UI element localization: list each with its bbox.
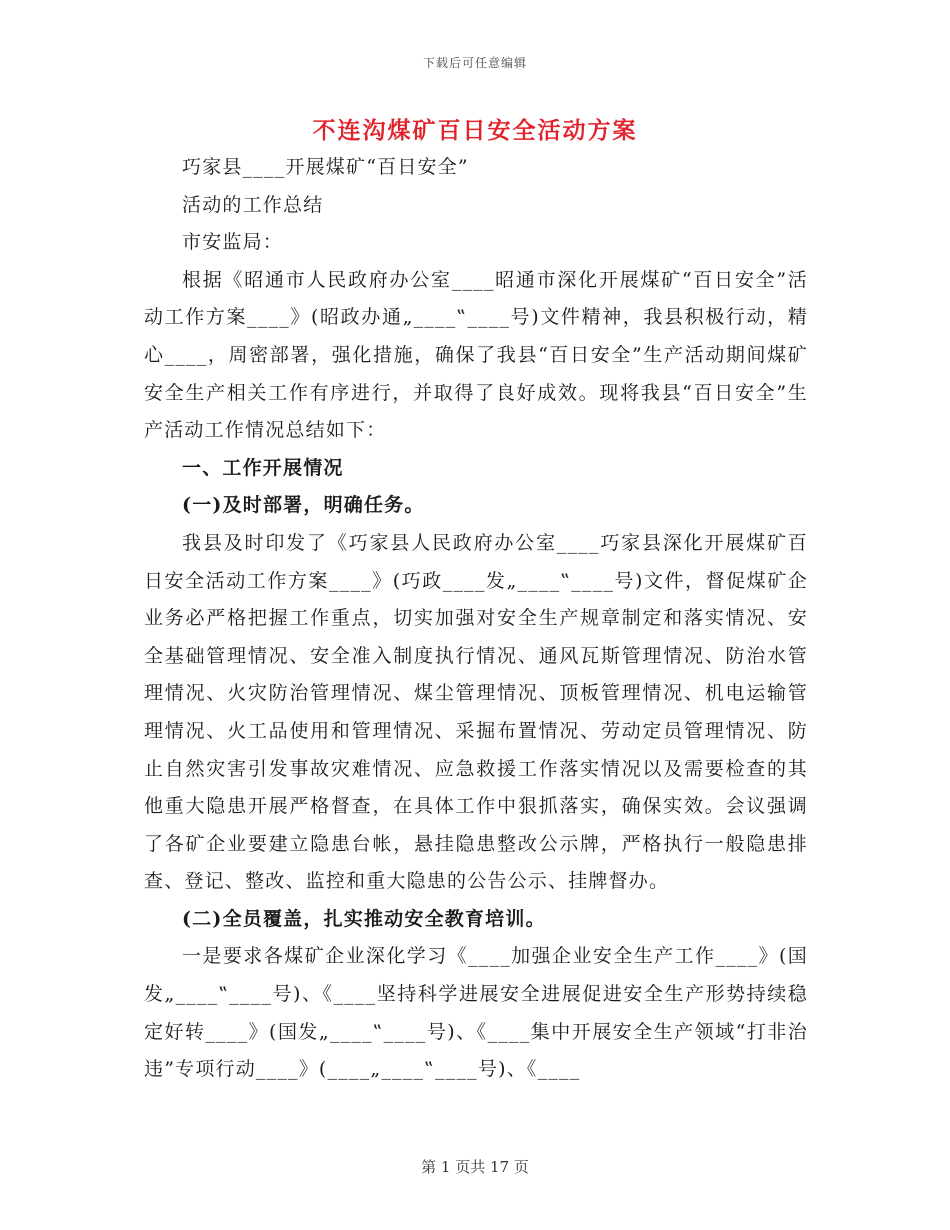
intro-line-2: 活动的工作总结 [182,193,324,216]
addressee: 市安监局： [182,231,284,254]
subsection-heading-1: (一)及时部署，明确任务。 [182,494,425,517]
paragraph-intro: 根据《昭通市人民政府办公室____昭通市深化开展煤矿“百日安全”活动工作方案____》(昭政办通„____‟____号)文件精神，我县积极行动，精心____，周密部署，强化措施，确保了我县“百日安全”生产活动期间煤矿安全生产相关工作有序进行，并取得了良好成效。现将我县“百日安全”生产活动工作情况总结如下： [144,268,808,442]
page-number: 第 1 页共 17 页 [421,1158,529,1176]
paragraph-deployment: 我县及时印发了《巧家县人民政府办公室____巧家县深化开展煤矿百日安全活动工作方案____》(巧政____发„____‟____号)文件，督促煤矿企业务必严格把握工作重点，切实加强对安全生产规章制定和落实情况、安全基础管理情况、安全准入制度执行情况、通风瓦斯管理情况、防治水管理情况、火灾防治管理情况、煤尘管理情况、顶板管理情况、机电运输管理情况、火工品使用和管理情况、采掘布置情况、劳动定员管理情况、防止自然灾害引发事故灾难情况、应急救援工作落实情况以及需要检查的其他重大隐患开展严格督查，在具体工作中狠抓落实，确保实效。会议强调了各矿企业要建立隐患台帐，悬挂隐患整改公示牌，严格执行一般隐患排查、登记、整改、监控和重大隐患的公告公示、挂牌督办。 [144,531,808,893]
subsection-heading-2: (二)全员覆盖，扎实推动安全教育培训。 [182,907,546,930]
paragraph-training: 一是要求各煤矿企业深化学习《____加强企业安全生产工作____》(国发„____‟____号)、《____坚持科学进展安全进展促进安全生产形势持续稳定好转____》(国发„____‟____号)、《____集中开展安全生产领域“打非治违”专项行动____》(____„____‟____号)、《____ [144,945,808,1081]
document-body [144,149,808,1089]
intro-line-1: 巧家县____开展煤矿“百日安全” [182,156,469,178]
section-heading-1: 一、工作开展情况 [182,456,344,479]
page-header-note: 下载后可任意编辑 [422,56,527,70]
document-title: 不连沟煤矿百日安全活动方案 [312,117,638,144]
